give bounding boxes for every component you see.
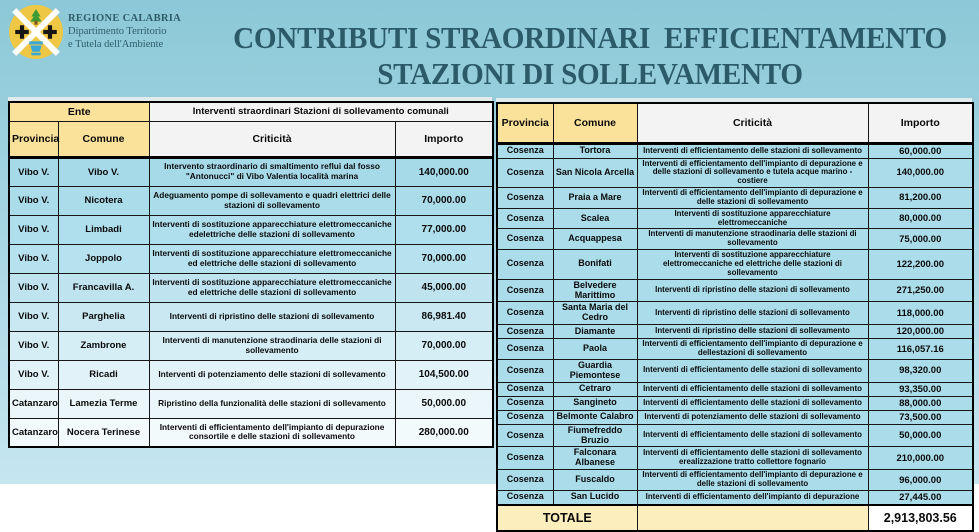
cell-importo: 88,000.00 (868, 396, 973, 410)
header-interventi: Interventi straordinari Stazioni di sollevamento comunali (149, 102, 493, 121)
cell-comune: Nicotera (58, 186, 149, 215)
org-dept-line2: e Tutela dell'Ambiente (68, 39, 164, 51)
cell-criticita: Interventi di ripristino delle stazioni di sollevamento (149, 302, 395, 331)
cell-comune: Tortora (553, 143, 637, 158)
cell-criticita: Interventi di efficientamento dell'impianto di depurazione consortile e delle stazioni di sollevamento (149, 418, 395, 447)
cell-criticita: Intervento straordinario di smaltimento reflui dal fosso "Antonucci" di Vibo Valentia località marina (149, 157, 395, 186)
cell-comune: Francavilla A. (58, 273, 149, 302)
header-ente: Ente (9, 102, 149, 121)
cell-importo: 50,000.00 (395, 389, 493, 418)
cell-comune: San Nicola Arcella (553, 158, 637, 188)
table-row (497, 229, 973, 250)
cell-criticita: Interventi di sostituzione apparecchiature elettromeccaniche (637, 208, 868, 229)
page-title (228, 20, 952, 92)
cell-importo: 70,000.00 (395, 244, 493, 273)
cell-importo: 104,500.00 (395, 360, 493, 389)
cell-importo: 81,200.00 (868, 188, 973, 209)
cell-criticita: Interventi di ripristino delle stazioni di sollevamento (637, 302, 868, 325)
right-table-column-header-row (497, 103, 973, 143)
cell-comune: Fuscaldo (553, 470, 637, 491)
header-comune: Comune (58, 121, 149, 157)
cell-importo: 210,000.00 (868, 447, 973, 470)
header-criticita: Criticità (637, 103, 868, 143)
cell-criticita: Interventi di efficientamento delle stazioni di sollevamento (637, 382, 868, 396)
table-row (9, 302, 493, 331)
table-row (9, 389, 493, 418)
cell-provincia: Vibo V. (9, 331, 58, 360)
table-row (497, 325, 973, 339)
cell-provincia: Vibo V. (9, 302, 58, 331)
cell-comune: Guardia Piemontese (553, 359, 637, 382)
cell-provincia: Cosenza (497, 325, 553, 339)
cell-importo: 120,000.00 (868, 325, 973, 339)
table-row (497, 490, 973, 505)
cell-comune: Praia a Mare (553, 188, 637, 209)
cell-criticita: Interventi di manutenzione straodinaria delle stazioni di sollevamento (149, 331, 395, 360)
cell-provincia: Cosenza (497, 339, 553, 360)
total-empty-cell (637, 505, 868, 531)
table-row (497, 188, 973, 209)
org-dept-line1: Dipartimento Territorio (68, 26, 167, 38)
cell-comune: Bonifati (553, 250, 637, 280)
cell-criticita: Interventi di efficientamento delle stazioni di sollevamento erealizzazione tratto collettore fognario (637, 447, 868, 470)
cell-importo: 75,000.00 (868, 229, 973, 250)
cell-importo: 96,000.00 (868, 470, 973, 491)
cell-importo: 271,250.00 (868, 279, 973, 302)
left-table-group-header-row (9, 102, 493, 121)
table-row (9, 157, 493, 186)
total-value: 2,913,803.56 (868, 505, 973, 531)
cell-criticita: Interventi di efficientamento delle stazioni di sollevamento (637, 143, 868, 158)
page-title-line2: STAZIONI DI SOLLEVAMENTO (377, 56, 803, 91)
cell-comune: Diamante (553, 325, 637, 339)
cell-comune: Paola (553, 339, 637, 360)
cell-criticita: Interventi di efficientamento delle stazioni di sollevamento (637, 396, 868, 410)
table-row (497, 250, 973, 280)
cell-importo: 122,200.00 (868, 250, 973, 280)
cell-provincia: Cosenza (497, 188, 553, 209)
cell-provincia: Cosenza (497, 158, 553, 188)
cell-provincia: Cosenza (497, 447, 553, 470)
left-table (8, 101, 494, 448)
cell-provincia: Cosenza (497, 208, 553, 229)
table-row (9, 215, 493, 244)
org-name: REGIONE CALABRIA (68, 13, 182, 24)
cell-criticita: Interventi di sostituzione apparecchiature elettromeccaniche ed elettriche delle stazioni di sollevamento (149, 273, 395, 302)
cell-importo: 93,350.00 (868, 382, 973, 396)
left-table-column-header-row (9, 121, 493, 157)
cell-provincia: Cosenza (497, 359, 553, 382)
org-header (68, 12, 181, 51)
cell-comune: Vibo V. (58, 157, 149, 186)
left-table-panel (8, 97, 492, 448)
total-row (497, 505, 973, 531)
cell-importo: 73,500.00 (868, 410, 973, 424)
cell-importo: 116,057.16 (868, 339, 973, 360)
right-table-body (497, 143, 973, 505)
cell-importo: 80,000.00 (868, 208, 973, 229)
table-row (497, 396, 973, 410)
cell-comune: Santa Maria del Cedro (553, 302, 637, 325)
cell-criticita: Adeguamento pompe di sollevamento e quadri elettrici delle stazioni di sollevamento (149, 186, 395, 215)
header-provincia: Provincia (497, 103, 553, 143)
cell-criticita: Interventi di manutenzione straodinaria delle stazioni di sollevamento (637, 229, 868, 250)
cell-criticita: Interventi di ripristino delle stazioni di sollevamento (637, 325, 868, 339)
cell-comune: Acquappesa (553, 229, 637, 250)
right-table (496, 102, 974, 532)
table-row (9, 418, 493, 447)
cell-importo: 280,000.00 (395, 418, 493, 447)
cell-comune: Nocera Terinese (58, 418, 149, 447)
table-row (9, 244, 493, 273)
table-row (497, 339, 973, 360)
cell-importo: 60,000.00 (868, 143, 973, 158)
cell-provincia: Vibo V. (9, 215, 58, 244)
cell-criticita: Interventi di efficientamento dell'impianto di depurazione e delle stazioni di sollevamento (637, 188, 868, 209)
cell-importo: 118,000.00 (868, 302, 973, 325)
table-row (497, 279, 973, 302)
cell-comune: Sangineto (553, 396, 637, 410)
cell-criticita: Interventi di efficientamento delle stazioni di sollevamento (637, 359, 868, 382)
table-row (497, 382, 973, 396)
table-row (497, 447, 973, 470)
cell-comune: Belmonte Calabro (553, 410, 637, 424)
cell-provincia: Cosenza (497, 302, 553, 325)
cell-provincia: Vibo V. (9, 186, 58, 215)
cell-provincia: Cosenza (497, 410, 553, 424)
cell-importo: 98,320.00 (868, 359, 973, 382)
cell-importo: 77,000.00 (395, 215, 493, 244)
cell-provincia: Cosenza (497, 279, 553, 302)
cell-comune: Lamezia Terme (58, 389, 149, 418)
cell-criticita: Ripristino della funzionalità delle stazioni di sollevamento (149, 389, 395, 418)
cell-criticita: Interventi di sostituzione apparecchiature elettromeccaniche ed elettriche delle stazioni di sollevamento (149, 244, 395, 273)
cell-provincia: Vibo V. (9, 244, 58, 273)
cell-provincia: Cosenza (497, 229, 553, 250)
cell-comune: Zambrone (58, 331, 149, 360)
cell-provincia: Cosenza (497, 396, 553, 410)
cell-comune: Joppolo (58, 244, 149, 273)
left-table-body (9, 157, 493, 447)
cell-importo: 50,000.00 (868, 424, 973, 447)
cell-provincia: Cosenza (497, 424, 553, 447)
header-comune: Comune (553, 103, 637, 143)
cell-importo: 70,000.00 (395, 186, 493, 215)
cell-criticita: Interventi di efficientamento dell'impianto di depurazione e delle stazioni di sollevamento (637, 470, 868, 491)
cell-provincia: Cosenza (497, 470, 553, 491)
table-row (497, 424, 973, 447)
table-row (497, 158, 973, 188)
cell-comune: Ricadi (58, 360, 149, 389)
cell-comune: Falconara Albanese (553, 447, 637, 470)
cell-comune: Fiumefreddo Bruzio (553, 424, 637, 447)
cell-criticita: Interventi di efficientamento dell'impianto di depurazione e dellestazioni di sollevamento (637, 339, 868, 360)
cell-provincia: Catanzaro (9, 418, 58, 447)
cell-provincia: Cosenza (497, 382, 553, 396)
cell-importo: 140,000.00 (868, 158, 973, 188)
table-row (497, 359, 973, 382)
cell-provincia: Cosenza (497, 250, 553, 280)
cell-comune: San Lucido (553, 490, 637, 505)
regione-calabria-logo-icon (8, 4, 64, 60)
header-importo: Importo (868, 103, 973, 143)
table-row (497, 208, 973, 229)
header-importo: Importo (395, 121, 493, 157)
cell-importo: 27,445.00 (868, 490, 973, 505)
cell-provincia: Vibo V. (9, 273, 58, 302)
cell-criticita: Interventi di sostituzione apparecchiature elettromeccaniche ed elettriche delle stazioni di sollevamento (637, 250, 868, 280)
cell-comune: Belvedere Marittimo (553, 279, 637, 302)
table-row (497, 410, 973, 424)
cell-importo: 45,000.00 (395, 273, 493, 302)
cell-importo: 140,000.00 (395, 157, 493, 186)
table-row (497, 470, 973, 491)
cell-importo: 86,981.40 (395, 302, 493, 331)
table-row (9, 331, 493, 360)
cell-comune: Cetraro (553, 382, 637, 396)
header-criticita: Criticità (149, 121, 395, 157)
page-title-line1: CONTRIBUTI STRAORDINARI EFFICIENTAMENTO (233, 20, 947, 55)
right-table-panel (496, 98, 972, 532)
cell-criticita: Interventi di potenziamento delle stazioni di sollevamento (149, 360, 395, 389)
table-row (9, 186, 493, 215)
cell-provincia: Vibo V. (9, 360, 58, 389)
table-row (497, 143, 973, 158)
cell-provincia: Cosenza (497, 490, 553, 505)
cell-comune: Parghelia (58, 302, 149, 331)
total-label: TOTALE (497, 505, 637, 531)
cell-comune: Limbadi (58, 215, 149, 244)
cell-criticita: Interventi di efficientamento dell'impianto di depurazione (637, 490, 868, 505)
cell-criticita: Interventi di ripristino delle stazioni di sollevamento (637, 279, 868, 302)
table-row (497, 302, 973, 325)
cell-criticita: Interventi di potenziamento delle stazioni di sollevamento (637, 410, 868, 424)
cell-criticita: Interventi di efficientamento delle stazioni di sollevamento (637, 424, 868, 447)
cell-provincia: Vibo V. (9, 157, 58, 186)
cell-comune: Scalea (553, 208, 637, 229)
cell-criticita: Interventi di efficientamento dell'impianto di depurazione e delle stazioni di sollevamento e tutela acque marino - costiere (637, 158, 868, 188)
header-provincia: Provincia (9, 121, 58, 157)
cell-provincia: Cosenza (497, 143, 553, 158)
table-row (9, 360, 493, 389)
table-row (9, 273, 493, 302)
cell-provincia: Catanzaro (9, 389, 58, 418)
cell-criticita: Interventi di sostituzione apparecchiature elettromeccaniche edelettriche delle stazioni di sollevamento (149, 215, 395, 244)
cell-importo: 70,000.00 (395, 331, 493, 360)
